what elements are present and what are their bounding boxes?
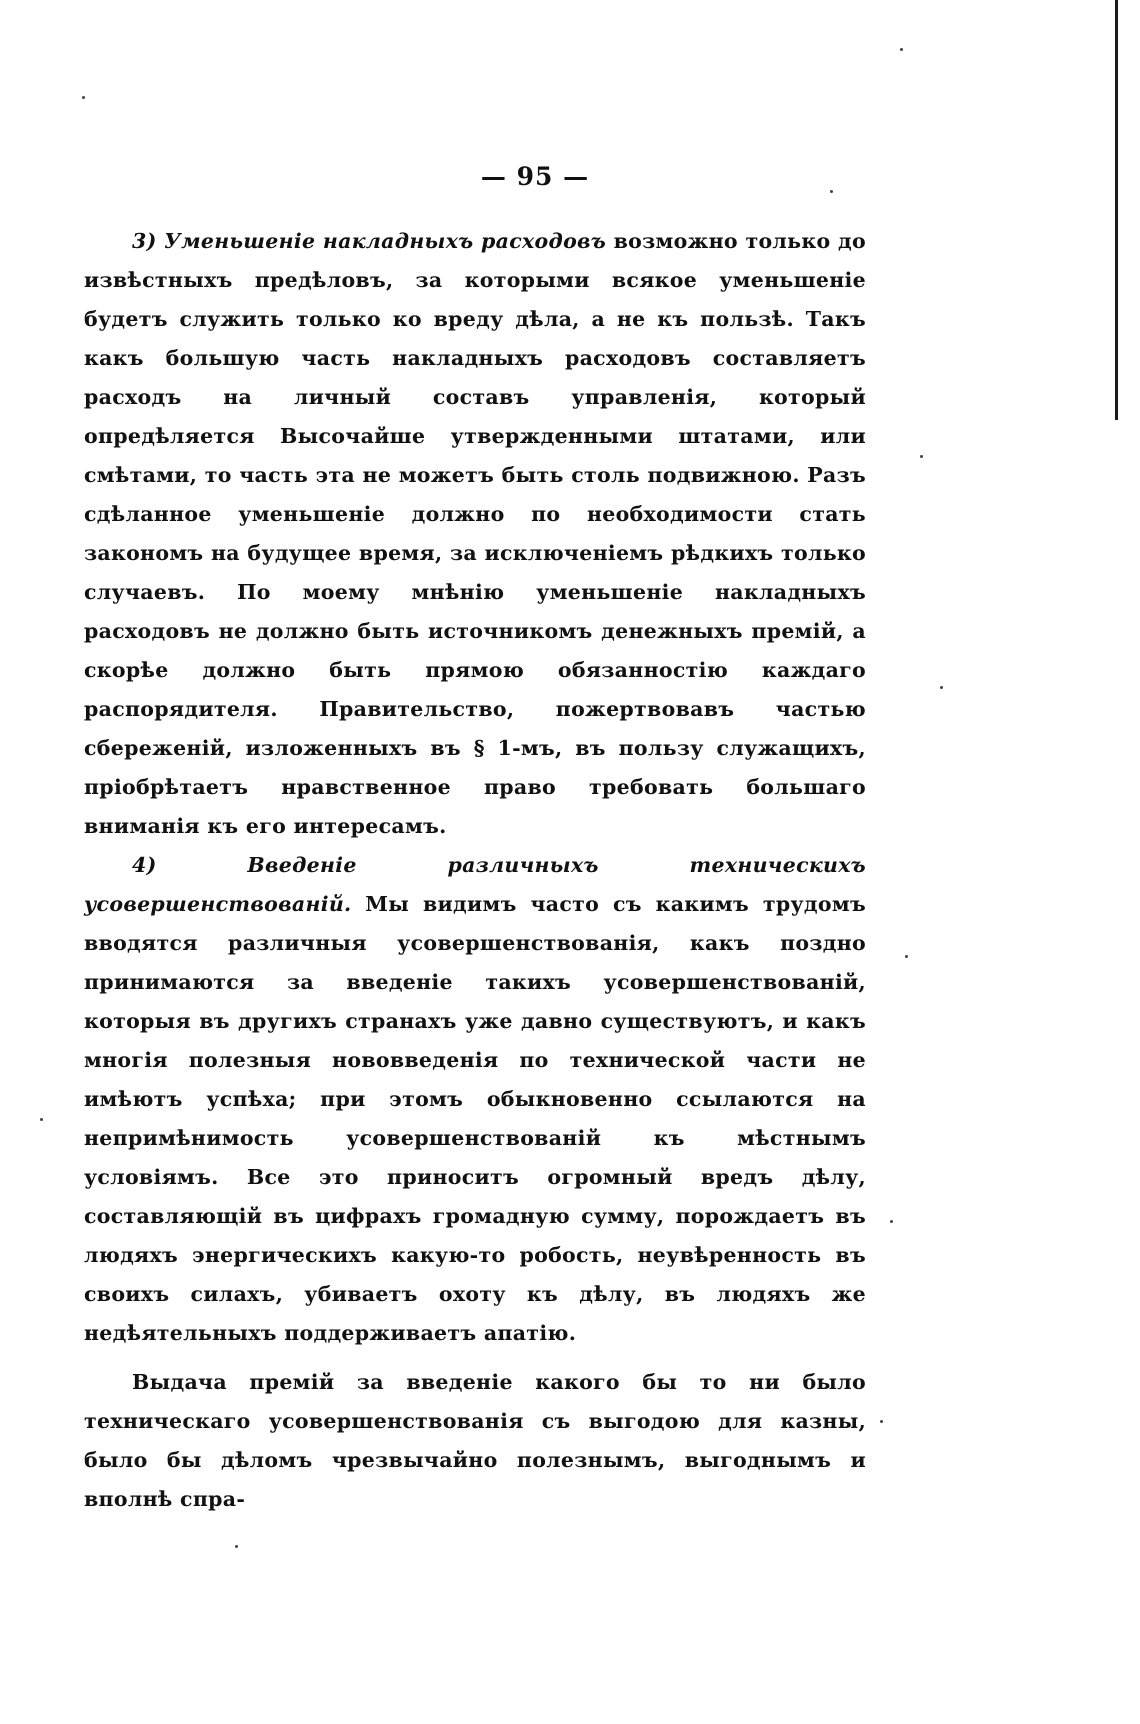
paragraph-heading: 3) Уменьшеніе накладныхъ расходовъ <box>132 229 607 253</box>
paragraph-text: Выдача премій за введеніе какого бы то ни было техническаго усовершенствованія съ выгодою для казны, было бы дѣломъ чрезвычайно полезнымъ, выгоднымъ и вполнѣ спра- <box>84 1370 866 1511</box>
scan-speck <box>890 1220 893 1223</box>
paragraph-text: возможно только до извѣстныхъ предѣловъ, за которыми всякое уменьшеніе будетъ служить только ко вреду дѣла, а не къ пользѣ. Такъ какъ большую часть накладныхъ расходовъ составляетъ расходъ на личный составъ управленія, который опредѣляется Высочайше утвержденными штатами, или смѣтами, то часть эта не можетъ быть столь подвижною. Разъ сдѣланное уменьшеніе должно по необходимости стать закономъ на будущее время, за исключеніемъ рѣдкихъ только случаевъ. По моему мнѣнію уменьшеніе накладныхъ расходовъ не должно быть источникомъ денежныхъ премій, а скорѣе должно быть прямою обязанностію каждаго распорядителя. Правительство, пожертвовавъ частью сбереженій, изложенныхъ въ § 1-мъ, въ пользу служащихъ, пріобрѣтаетъ нравственное право требовать большаго вниманія къ его интересамъ. <box>84 229 866 838</box>
page-body <box>84 222 866 1519</box>
scan-speck <box>880 1420 883 1423</box>
scan-speck <box>905 955 908 958</box>
page-edge-line <box>1115 0 1118 420</box>
paragraph-premiums <box>84 1363 866 1519</box>
paragraph-text: Мы видимъ часто съ какимъ трудомъ вводятся различныя усовершенствованія, какъ поздно принимаются за введеніе такихъ усовершенствованій, которыя въ другихъ странахъ уже давно существуютъ, и какъ многія полезныя нововведенія по технической части не имѣютъ успѣха; при этомъ обыкновенно ссылаются на непримѣнимость усовершенствованій къ мѣстнымъ условіямъ. Все это приноситъ огромный вредъ дѣлу, составляющій въ цифрахъ громадную сумму, порождаетъ въ людяхъ энергическихъ какую-то робость, неувѣренность въ своихъ силахъ, убиваетъ охоту къ дѣлу, въ людяхъ же недѣятельныхъ поддерживаетъ апатію. <box>84 892 866 1345</box>
scan-speck <box>235 1545 238 1548</box>
scan-speck <box>940 686 943 689</box>
paragraph-technical-improvements <box>84 846 866 1353</box>
scan-speck <box>40 1118 43 1121</box>
paragraph-overhead-costs <box>84 222 866 846</box>
scan-speck <box>830 190 833 193</box>
paragraph-heading: 4) Введеніе различныхъ техническихъ усовершенствованій. <box>84 853 866 916</box>
scan-speck <box>900 48 903 51</box>
scan-speck <box>82 96 85 99</box>
scan-speck <box>920 455 923 458</box>
page-number: — 95 — <box>480 162 590 191</box>
